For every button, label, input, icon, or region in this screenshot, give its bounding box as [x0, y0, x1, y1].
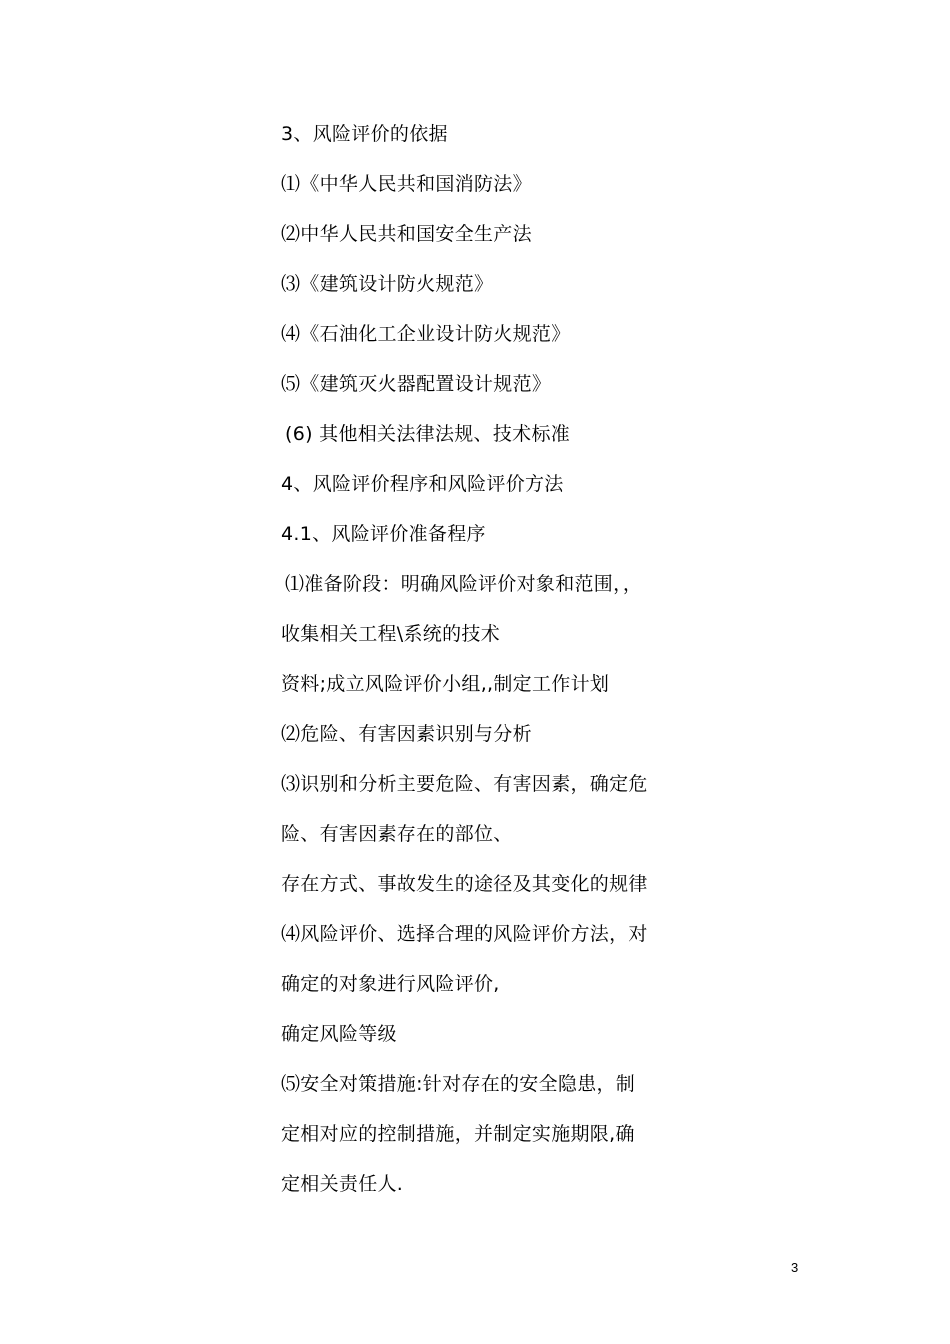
- procedure-item-3-cont-b: 存在方式、事故发生的途径及其变化的规律: [281, 873, 648, 895]
- procedure-item-1: ⑴准备阶段：明确风险评价对象和范围，，: [285, 573, 643, 595]
- section-heading-3: 3、风险评价的依据: [281, 123, 448, 145]
- procedure-item-3-cont-a: 险、有害因素存在的部位、: [281, 823, 513, 845]
- procedure-item-1-cont-a: 收集相关工程\系统的技术: [281, 623, 501, 645]
- basis-item-2: ⑵中华人民共和国安全生产法: [281, 223, 532, 245]
- subsection-heading-4-1: 4.1、风险评价准备程序: [281, 523, 486, 545]
- basis-item-4: ⑷《石油化工企业设计防火规范》: [281, 323, 571, 345]
- basis-item-6: (6) 其他相关法律法规、技术标准: [285, 423, 571, 445]
- document-body: [281, 115, 701, 1215]
- basis-item-1: ⑴《中华人民共和国消防法》: [281, 173, 532, 195]
- section-heading-4: 4、风险评价程序和风险评价方法: [281, 473, 564, 495]
- basis-item-5: ⑸《建筑灭火器配置设计规范》: [281, 373, 552, 395]
- procedure-item-4-cont-a: 确定的对象进行风险评价,: [281, 973, 500, 995]
- procedure-item-4: ⑷风险评价、选择合理的风险评价方法，对: [281, 923, 648, 945]
- procedure-item-5: ⑸安全对策措施:针对存在的安全隐患，制: [281, 1073, 636, 1095]
- procedure-item-5-cont-b: 定相关责任人.: [281, 1173, 404, 1195]
- procedure-item-3: ⑶识别和分析主要危险、有害因素，确定危: [281, 773, 648, 795]
- procedure-item-2: ⑵危险、有害因素识别与分析: [281, 723, 532, 745]
- basis-item-3: ⑶《建筑设计防火规范》: [281, 273, 494, 295]
- procedure-item-4-cont-b: 确定风险等级: [281, 1023, 397, 1045]
- page-number: 3: [791, 1260, 799, 1275]
- procedure-item-1-cont-b: 资料;成立风险评价小组,,制定工作计划: [281, 673, 610, 695]
- procedure-item-5-cont-a: 定相对应的控制措施，并制定实施期限,确: [281, 1123, 635, 1145]
